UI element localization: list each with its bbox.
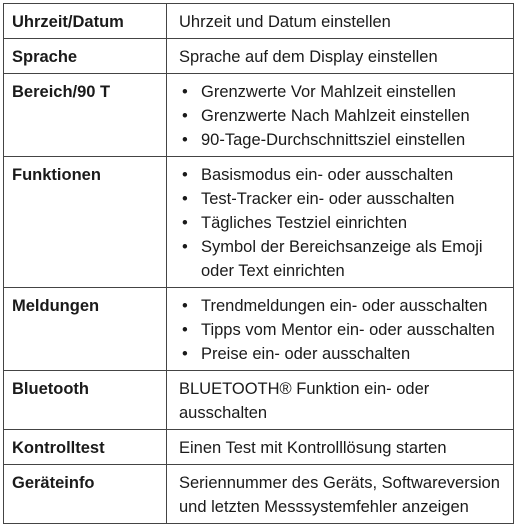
list-item xyxy=(179,128,505,152)
list-item-text: Preise ein- oder ausschalten xyxy=(201,345,411,363)
list-item xyxy=(179,163,505,187)
table-row xyxy=(4,371,514,430)
row-description: Uhrzeit und Datum einstellen xyxy=(167,4,514,39)
list-item xyxy=(179,318,505,342)
row-description: BLUETOOTH® Funktion ein- oder ausschalten xyxy=(167,371,514,430)
table-row xyxy=(4,430,514,465)
list-item xyxy=(179,342,505,366)
list-item xyxy=(179,187,505,211)
list-item xyxy=(179,211,505,235)
list-item xyxy=(179,294,505,318)
list-item-text: Basismodus ein- oder ausschalten xyxy=(201,166,454,184)
bullet-icon: • xyxy=(182,297,188,315)
bullet-icon: • xyxy=(182,214,188,232)
list-item xyxy=(179,104,505,128)
table-row xyxy=(4,4,514,39)
row-description: Sprache auf dem Display einstellen xyxy=(167,39,514,74)
bullet-list xyxy=(179,163,505,283)
bullet-icon: • xyxy=(182,345,188,363)
table-row xyxy=(4,288,514,371)
list-item-text: 90-Tage-Durchschnittsziel einstellen xyxy=(201,131,466,149)
row-label: Bluetooth xyxy=(4,371,167,430)
row-description xyxy=(167,157,514,288)
bullet-icon: • xyxy=(182,166,188,184)
list-item-text: Test-Tracker ein- oder ausschalten xyxy=(201,190,455,208)
bullet-icon: • xyxy=(182,238,188,256)
bullet-icon: • xyxy=(182,321,188,339)
row-description: Seriennummer des Geräts, Softwareversion und letzten Messsystemfehler anzeigen xyxy=(167,465,514,524)
row-label: Geräteinfo xyxy=(4,465,167,524)
list-item xyxy=(179,80,505,104)
row-label: Meldungen xyxy=(4,288,167,371)
bullet-icon: • xyxy=(182,107,188,125)
bullet-icon: • xyxy=(182,83,188,101)
list-item-text: Tipps vom Mentor ein- oder ausschalten xyxy=(201,321,495,339)
settings-table xyxy=(3,3,514,524)
row-label: Bereich/90 T xyxy=(4,74,167,157)
row-description: Einen Test mit Kontrolllösung starten xyxy=(167,430,514,465)
row-label: Funktionen xyxy=(4,157,167,288)
list-item-text: Symbol der Bereichsanzeige als Emoji oder Text einrichten xyxy=(201,238,483,280)
table-row xyxy=(4,465,514,524)
list-item-text: Grenzwerte Vor Mahlzeit einstellen xyxy=(201,83,456,101)
list-item xyxy=(179,235,505,283)
list-item-text: Trendmeldungen ein- oder ausschalten xyxy=(201,297,488,315)
list-item-text: Grenzwerte Nach Mahlzeit einstellen xyxy=(201,107,470,125)
row-label: Uhrzeit/Datum xyxy=(4,4,167,39)
table-row xyxy=(4,74,514,157)
list-item-text: Tägliches Testziel einrichten xyxy=(201,214,408,232)
bullet-list xyxy=(179,80,505,152)
bullet-icon: • xyxy=(182,131,188,149)
row-description xyxy=(167,74,514,157)
table-row xyxy=(4,157,514,288)
bullet-list xyxy=(179,294,505,366)
row-label: Sprache xyxy=(4,39,167,74)
row-description xyxy=(167,288,514,371)
row-label: Kontrolltest xyxy=(4,430,167,465)
bullet-icon: • xyxy=(182,190,188,208)
table-row xyxy=(4,39,514,74)
